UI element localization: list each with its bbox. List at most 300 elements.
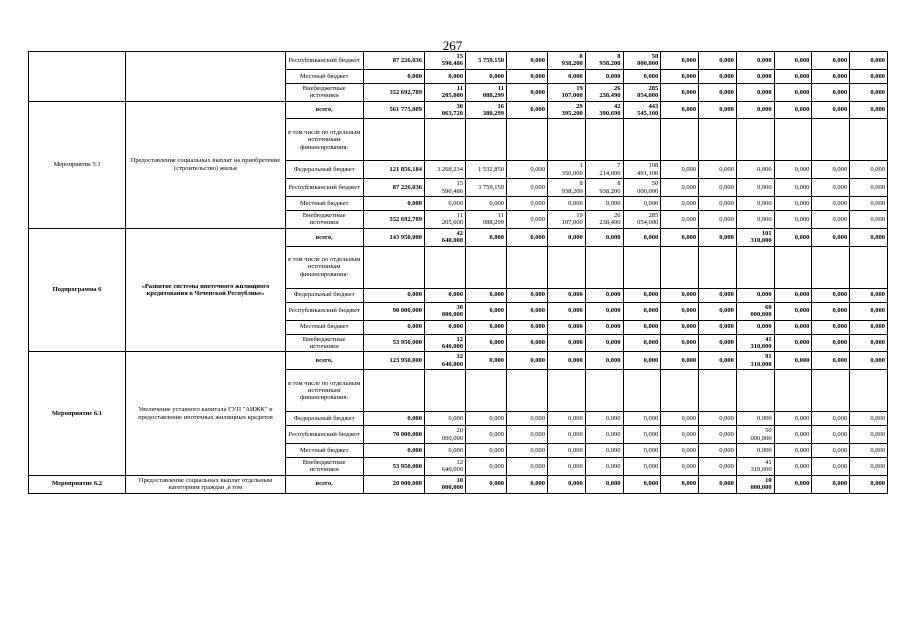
value-cell: 15 590,486 xyxy=(425,179,466,197)
value-cell: 0,000 xyxy=(507,161,548,179)
value-cell: 0,000 xyxy=(774,412,812,426)
value-cell xyxy=(585,246,623,288)
value-cell: 0,000 xyxy=(699,211,737,229)
value-cell: 0,000 xyxy=(507,457,548,475)
value-cell: 0,000 xyxy=(812,228,850,246)
value-cell: 0,000 xyxy=(812,211,850,229)
value-cell xyxy=(507,370,548,412)
value-cell xyxy=(736,246,774,288)
value-cell: 0,000 xyxy=(661,412,699,426)
value-cell: 0,000 xyxy=(585,457,623,475)
value-cell: 0,000 xyxy=(466,426,507,444)
value-cell: 0,000 xyxy=(812,412,850,426)
value-cell: 0,000 xyxy=(812,475,850,493)
value-cell: 53 950,000 xyxy=(363,334,425,352)
value-cell: 0,000 xyxy=(699,288,737,302)
value-cell: 0,000 xyxy=(699,457,737,475)
value-cell: 60 000,000 xyxy=(736,302,774,320)
row-code-cell: Мероприятие 5.1 xyxy=(29,101,126,228)
row-code-cell xyxy=(29,52,126,102)
value-cell: 0,000 xyxy=(623,426,661,444)
value-cell: 0,000 xyxy=(548,412,586,426)
value-cell: 0,000 xyxy=(850,69,888,83)
value-cell: 0,000 xyxy=(466,457,507,475)
value-cell xyxy=(585,370,623,412)
value-cell: 0,000 xyxy=(425,288,466,302)
value-cell: 0,000 xyxy=(507,101,548,119)
value-cell: 26 238,490 xyxy=(585,83,623,101)
value-cell: 0,000 xyxy=(661,83,699,101)
value-cell: 0,000 xyxy=(548,352,586,370)
table-row xyxy=(29,228,888,246)
value-cell: 0,000 xyxy=(363,197,425,211)
value-cell: 0,000 xyxy=(774,320,812,334)
value-cell: 8 938,200 xyxy=(548,179,586,197)
value-cell: 0,000 xyxy=(812,83,850,101)
value-cell: 0,000 xyxy=(661,302,699,320)
value-cell: 41 310,000 xyxy=(736,334,774,352)
value-cell: 443 545,100 xyxy=(623,101,661,119)
value-cell: 0,000 xyxy=(812,443,850,457)
value-cell: 0,000 xyxy=(507,83,548,101)
value-cell: 0,000 xyxy=(774,288,812,302)
value-cell: 0,000 xyxy=(466,302,507,320)
value-cell: 0,000 xyxy=(699,302,737,320)
row-name-cell: Увеличение уставного капитала ГУП "АИЖК" и предоставление ипотечных жилищных кредитов xyxy=(126,352,286,475)
table-row xyxy=(29,352,888,370)
value-cell: 0,000 xyxy=(548,288,586,302)
value-cell: 0,000 xyxy=(661,320,699,334)
source-cell: Местный бюджет xyxy=(285,320,363,334)
row-code-cell: Мероприятие 6.1 xyxy=(29,352,126,475)
value-cell: 0,000 xyxy=(661,334,699,352)
value-cell: 0,000 xyxy=(585,334,623,352)
source-cell: Внебюджетные источники xyxy=(285,83,363,101)
value-cell: 0,000 xyxy=(507,443,548,457)
value-cell: 0,000 xyxy=(736,161,774,179)
value-cell: 0,000 xyxy=(699,197,737,211)
value-cell: 0,000 xyxy=(623,302,661,320)
value-cell: 11 205,000 xyxy=(425,83,466,101)
value-cell: 26 238,490 xyxy=(585,211,623,229)
value-cell: 0,000 xyxy=(425,443,466,457)
value-cell: 0,000 xyxy=(623,352,661,370)
value-cell: 0,000 xyxy=(699,52,737,70)
value-cell: 20 000,000 xyxy=(425,426,466,444)
value-cell: 0,000 xyxy=(774,161,812,179)
value-cell: 87 226,036 xyxy=(363,179,425,197)
source-cell: Республиканский бюджет xyxy=(285,179,363,197)
value-cell: 0,000 xyxy=(774,228,812,246)
value-cell: 0,000 xyxy=(623,197,661,211)
value-cell: 53 950,000 xyxy=(363,457,425,475)
value-cell: 11 088,299 xyxy=(466,211,507,229)
value-cell: 0,000 xyxy=(425,412,466,426)
value-cell: 0,000 xyxy=(466,475,507,493)
source-cell: Республиканский бюджет xyxy=(285,302,363,320)
value-cell: 0,000 xyxy=(850,161,888,179)
value-cell: 143 950,000 xyxy=(363,228,425,246)
source-cell: Федеральный бюджет xyxy=(285,412,363,426)
value-cell: 8 938,200 xyxy=(548,52,586,70)
value-cell: 42 390,690 xyxy=(585,101,623,119)
value-cell: 0,000 xyxy=(623,443,661,457)
value-cell: 0,000 xyxy=(585,475,623,493)
value-cell: 32 640,000 xyxy=(425,352,466,370)
value-cell: 0,000 xyxy=(623,457,661,475)
value-cell: 0,000 xyxy=(507,288,548,302)
value-cell: 0,000 xyxy=(774,101,812,119)
value-cell xyxy=(425,119,466,161)
value-cell: 0,000 xyxy=(736,412,774,426)
value-cell: 285 054,000 xyxy=(623,83,661,101)
value-cell: 0,000 xyxy=(699,426,737,444)
value-cell: 101 310,000 xyxy=(736,228,774,246)
value-cell: 16 380,299 xyxy=(466,101,507,119)
value-cell: 0,000 xyxy=(661,101,699,119)
value-cell: 0,000 xyxy=(850,211,888,229)
source-cell: в том числе по отдельным источникам финансирования: xyxy=(285,246,363,288)
value-cell: 0,000 xyxy=(425,197,466,211)
value-cell xyxy=(425,370,466,412)
value-cell: 0,000 xyxy=(699,101,737,119)
value-cell: 1 350,000 xyxy=(548,161,586,179)
value-cell: 0,000 xyxy=(661,288,699,302)
value-cell: 0,000 xyxy=(699,83,737,101)
value-cell: 0,000 xyxy=(774,83,812,101)
value-cell xyxy=(548,246,586,288)
value-cell: 0,000 xyxy=(774,197,812,211)
value-cell: 3 268,234 xyxy=(425,161,466,179)
value-cell: 90 000,000 xyxy=(363,302,425,320)
value-cell: 0,000 xyxy=(548,443,586,457)
value-cell: 0,000 xyxy=(363,69,425,83)
value-cell: 0,000 xyxy=(466,320,507,334)
value-cell: 0,000 xyxy=(736,211,774,229)
value-cell: 0,000 xyxy=(507,334,548,352)
value-cell xyxy=(466,246,507,288)
value-cell: 0,000 xyxy=(850,334,888,352)
source-cell: Федеральный бюджет xyxy=(285,288,363,302)
value-cell xyxy=(850,119,888,161)
value-cell xyxy=(850,370,888,412)
value-cell: 0,000 xyxy=(774,443,812,457)
value-cell xyxy=(507,246,548,288)
value-cell xyxy=(736,119,774,161)
value-cell: 0,000 xyxy=(585,302,623,320)
row-name-cell: Предоставление социальных выплат на приобретение (строительство) жилья xyxy=(126,101,286,228)
value-cell: 3 759,150 xyxy=(466,179,507,197)
value-cell xyxy=(548,119,586,161)
value-cell: 0,000 xyxy=(699,334,737,352)
value-cell: 0,000 xyxy=(507,352,548,370)
value-cell: 352 692,789 xyxy=(363,211,425,229)
value-cell xyxy=(466,119,507,161)
value-cell: 0,000 xyxy=(466,352,507,370)
value-cell: 0,000 xyxy=(661,426,699,444)
row-name-cell: Предоставление социальных выплат отдельным категориям граждан ,в том xyxy=(126,475,286,493)
value-cell: 0,000 xyxy=(812,457,850,475)
value-cell xyxy=(850,246,888,288)
value-cell: 0,000 xyxy=(812,179,850,197)
value-cell: 0,000 xyxy=(623,412,661,426)
value-cell xyxy=(812,370,850,412)
value-cell: 285 054,000 xyxy=(623,211,661,229)
value-cell: 0,000 xyxy=(812,426,850,444)
value-cell: 8 938,200 xyxy=(585,179,623,197)
source-cell: Федеральный бюджет xyxy=(285,161,363,179)
source-cell: Внебюджетные источники xyxy=(285,457,363,475)
value-cell: 0,000 xyxy=(661,352,699,370)
value-cell xyxy=(774,246,812,288)
value-cell: 0,000 xyxy=(585,426,623,444)
value-cell: 0,000 xyxy=(661,211,699,229)
source-cell: Местный бюджет xyxy=(285,443,363,457)
source-cell: Республиканский бюджет xyxy=(285,426,363,444)
value-cell: 0,000 xyxy=(736,443,774,457)
value-cell xyxy=(774,119,812,161)
row-code-cell: Подпрограмма 6 xyxy=(29,228,126,351)
value-cell: 50 000,000 xyxy=(623,179,661,197)
value-cell: 0,000 xyxy=(507,228,548,246)
value-cell: 0,000 xyxy=(661,179,699,197)
value-cell xyxy=(774,370,812,412)
value-cell: 50 000,000 xyxy=(623,52,661,70)
value-cell: 0,000 xyxy=(507,197,548,211)
value-cell: 0,000 xyxy=(507,52,548,70)
source-cell: всего, xyxy=(285,475,363,493)
value-cell: 70 000,000 xyxy=(363,426,425,444)
value-cell: 0,000 xyxy=(850,412,888,426)
value-cell: 0,000 xyxy=(850,197,888,211)
value-cell: 0,000 xyxy=(850,179,888,197)
value-cell: 0,000 xyxy=(736,320,774,334)
value-cell: 0,000 xyxy=(850,475,888,493)
value-cell: 0,000 xyxy=(548,302,586,320)
value-cell: 0,000 xyxy=(507,475,548,493)
value-cell: 50 000,000 xyxy=(736,426,774,444)
value-cell xyxy=(623,119,661,161)
value-cell: 0,000 xyxy=(585,228,623,246)
value-cell: 0,000 xyxy=(507,179,548,197)
row-code-cell: Мероприятие 6.2 xyxy=(29,475,126,493)
value-cell xyxy=(661,246,699,288)
source-cell: всего, xyxy=(285,101,363,119)
value-cell xyxy=(585,119,623,161)
value-cell: 0,000 xyxy=(850,288,888,302)
value-cell: 0,000 xyxy=(812,320,850,334)
value-cell: 0,000 xyxy=(850,426,888,444)
source-cell: всего, xyxy=(285,228,363,246)
value-cell: 0,000 xyxy=(507,211,548,229)
value-cell: 0,000 xyxy=(850,302,888,320)
value-cell xyxy=(736,370,774,412)
value-cell: 0,000 xyxy=(661,475,699,493)
value-cell: 0,000 xyxy=(774,302,812,320)
value-cell xyxy=(812,119,850,161)
value-cell xyxy=(699,246,737,288)
value-cell: 0,000 xyxy=(466,228,507,246)
value-cell: 0,000 xyxy=(585,197,623,211)
value-cell: 0,000 xyxy=(774,52,812,70)
value-cell xyxy=(661,119,699,161)
source-cell: Местный бюджет xyxy=(285,197,363,211)
value-cell: 0,000 xyxy=(548,334,586,352)
value-cell: 0,000 xyxy=(699,320,737,334)
source-cell: Внебюджетные источники xyxy=(285,334,363,352)
value-cell: 0,000 xyxy=(363,412,425,426)
value-cell: 0,000 xyxy=(507,69,548,83)
value-cell: 12 640,000 xyxy=(425,334,466,352)
value-cell: 0,000 xyxy=(774,211,812,229)
value-cell: 0,000 xyxy=(850,83,888,101)
value-cell: 0,000 xyxy=(661,52,699,70)
value-cell: 0,000 xyxy=(850,457,888,475)
value-cell: 0,000 xyxy=(699,228,737,246)
value-cell: 0,000 xyxy=(507,320,548,334)
value-cell xyxy=(507,119,548,161)
value-cell: 87 226,036 xyxy=(363,52,425,70)
value-cell: 0,000 xyxy=(425,320,466,334)
value-cell: 0,000 xyxy=(466,69,507,83)
value-cell: 3 759,150 xyxy=(466,52,507,70)
row-name-cell xyxy=(126,52,286,102)
value-cell: 0,000 xyxy=(736,83,774,101)
value-cell: 0,000 xyxy=(812,161,850,179)
value-cell: 0,000 xyxy=(850,52,888,70)
value-cell: 0,000 xyxy=(363,320,425,334)
value-cell: 41 310,000 xyxy=(736,457,774,475)
value-cell: 0,000 xyxy=(466,443,507,457)
value-cell: 8 938,200 xyxy=(585,52,623,70)
value-cell: 0,000 xyxy=(812,352,850,370)
value-cell xyxy=(661,370,699,412)
value-cell: 0,000 xyxy=(661,69,699,83)
value-cell: 0,000 xyxy=(548,475,586,493)
value-cell: 0,000 xyxy=(699,443,737,457)
value-cell: 121 856,184 xyxy=(363,161,425,179)
value-cell: 0,000 xyxy=(774,179,812,197)
value-cell: 0,000 xyxy=(585,443,623,457)
value-cell: 15 590,486 xyxy=(425,52,466,70)
source-cell: всего, xyxy=(285,352,363,370)
value-cell: 0,000 xyxy=(548,69,586,83)
table-row xyxy=(29,101,888,119)
value-cell: 0,000 xyxy=(466,334,507,352)
value-cell: 0,000 xyxy=(774,69,812,83)
value-cell: 0,000 xyxy=(363,443,425,457)
value-cell xyxy=(699,119,737,161)
value-cell: 0,000 xyxy=(585,288,623,302)
value-cell: 10 000,000 xyxy=(736,475,774,493)
value-cell: 0,000 xyxy=(507,426,548,444)
value-cell: 0,000 xyxy=(774,457,812,475)
value-cell: 10 000,000 xyxy=(425,475,466,493)
table-row xyxy=(29,475,888,493)
value-cell: 0,000 xyxy=(425,69,466,83)
value-cell: 0,000 xyxy=(585,320,623,334)
value-cell: 0,000 xyxy=(623,475,661,493)
value-cell xyxy=(425,246,466,288)
value-cell: 123 950,000 xyxy=(363,352,425,370)
value-cell: 0,000 xyxy=(699,179,737,197)
value-cell: 7 214,000 xyxy=(585,161,623,179)
page-number: 267 xyxy=(442,38,463,53)
value-cell: 0,000 xyxy=(699,352,737,370)
value-cell: 0,000 xyxy=(548,426,586,444)
value-cell: 0,000 xyxy=(812,302,850,320)
value-cell: 0,000 xyxy=(623,69,661,83)
value-cell xyxy=(623,246,661,288)
value-cell: 0,000 xyxy=(548,228,586,246)
value-cell: 0,000 xyxy=(548,457,586,475)
value-cell: 0,000 xyxy=(363,288,425,302)
value-cell: 0,000 xyxy=(736,52,774,70)
value-cell xyxy=(466,370,507,412)
value-cell: 0,000 xyxy=(623,288,661,302)
value-cell: 0,000 xyxy=(699,161,737,179)
source-cell: в том числе по отдельным источникам финансирования: xyxy=(285,119,363,161)
value-cell: 0,000 xyxy=(661,161,699,179)
value-cell: 29 395,200 xyxy=(548,101,586,119)
value-cell: 0,000 xyxy=(661,228,699,246)
value-cell: 0,000 xyxy=(736,197,774,211)
value-cell: 30 063,720 xyxy=(425,101,466,119)
value-cell: 12 640,000 xyxy=(425,457,466,475)
value-cell: 0,000 xyxy=(736,179,774,197)
value-cell: 19 107,000 xyxy=(548,83,586,101)
table-row xyxy=(29,52,888,70)
value-cell xyxy=(812,246,850,288)
value-cell: 0,000 xyxy=(774,334,812,352)
value-cell: 91 310,000 xyxy=(736,352,774,370)
value-cell: 0,000 xyxy=(774,426,812,444)
value-cell: 1 532,850 xyxy=(466,161,507,179)
value-cell xyxy=(363,119,425,161)
value-cell: 0,000 xyxy=(774,475,812,493)
value-cell: 0,000 xyxy=(774,352,812,370)
value-cell xyxy=(363,246,425,288)
value-cell: 0,000 xyxy=(812,52,850,70)
source-cell: Республиканский бюджет xyxy=(285,52,363,70)
value-cell: 0,000 xyxy=(623,334,661,352)
row-name-cell: «Развитие системы ипотечного жилищного кредитования в Чеченской Республике» xyxy=(126,228,286,351)
value-cell: 0,000 xyxy=(850,320,888,334)
value-cell: 20 000,000 xyxy=(363,475,425,493)
value-cell: 0,000 xyxy=(466,288,507,302)
value-cell: 0,000 xyxy=(812,69,850,83)
value-cell: 0,000 xyxy=(850,352,888,370)
value-cell: 561 775,009 xyxy=(363,101,425,119)
value-cell: 0,000 xyxy=(661,197,699,211)
value-cell: 0,000 xyxy=(850,228,888,246)
value-cell: 42 640,000 xyxy=(425,228,466,246)
value-cell: 0,000 xyxy=(699,69,737,83)
value-cell: 0,000 xyxy=(699,412,737,426)
value-cell xyxy=(548,370,586,412)
value-cell: 0,000 xyxy=(548,320,586,334)
budget-table xyxy=(28,51,888,494)
value-cell: 0,000 xyxy=(507,302,548,320)
value-cell: 30 000,000 xyxy=(425,302,466,320)
value-cell: 19 107,000 xyxy=(548,211,586,229)
value-cell: 0,000 xyxy=(736,288,774,302)
value-cell: 0,000 xyxy=(623,228,661,246)
value-cell: 352 692,789 xyxy=(363,83,425,101)
value-cell: 0,000 xyxy=(507,412,548,426)
value-cell: 0,000 xyxy=(466,197,507,211)
value-cell xyxy=(363,370,425,412)
